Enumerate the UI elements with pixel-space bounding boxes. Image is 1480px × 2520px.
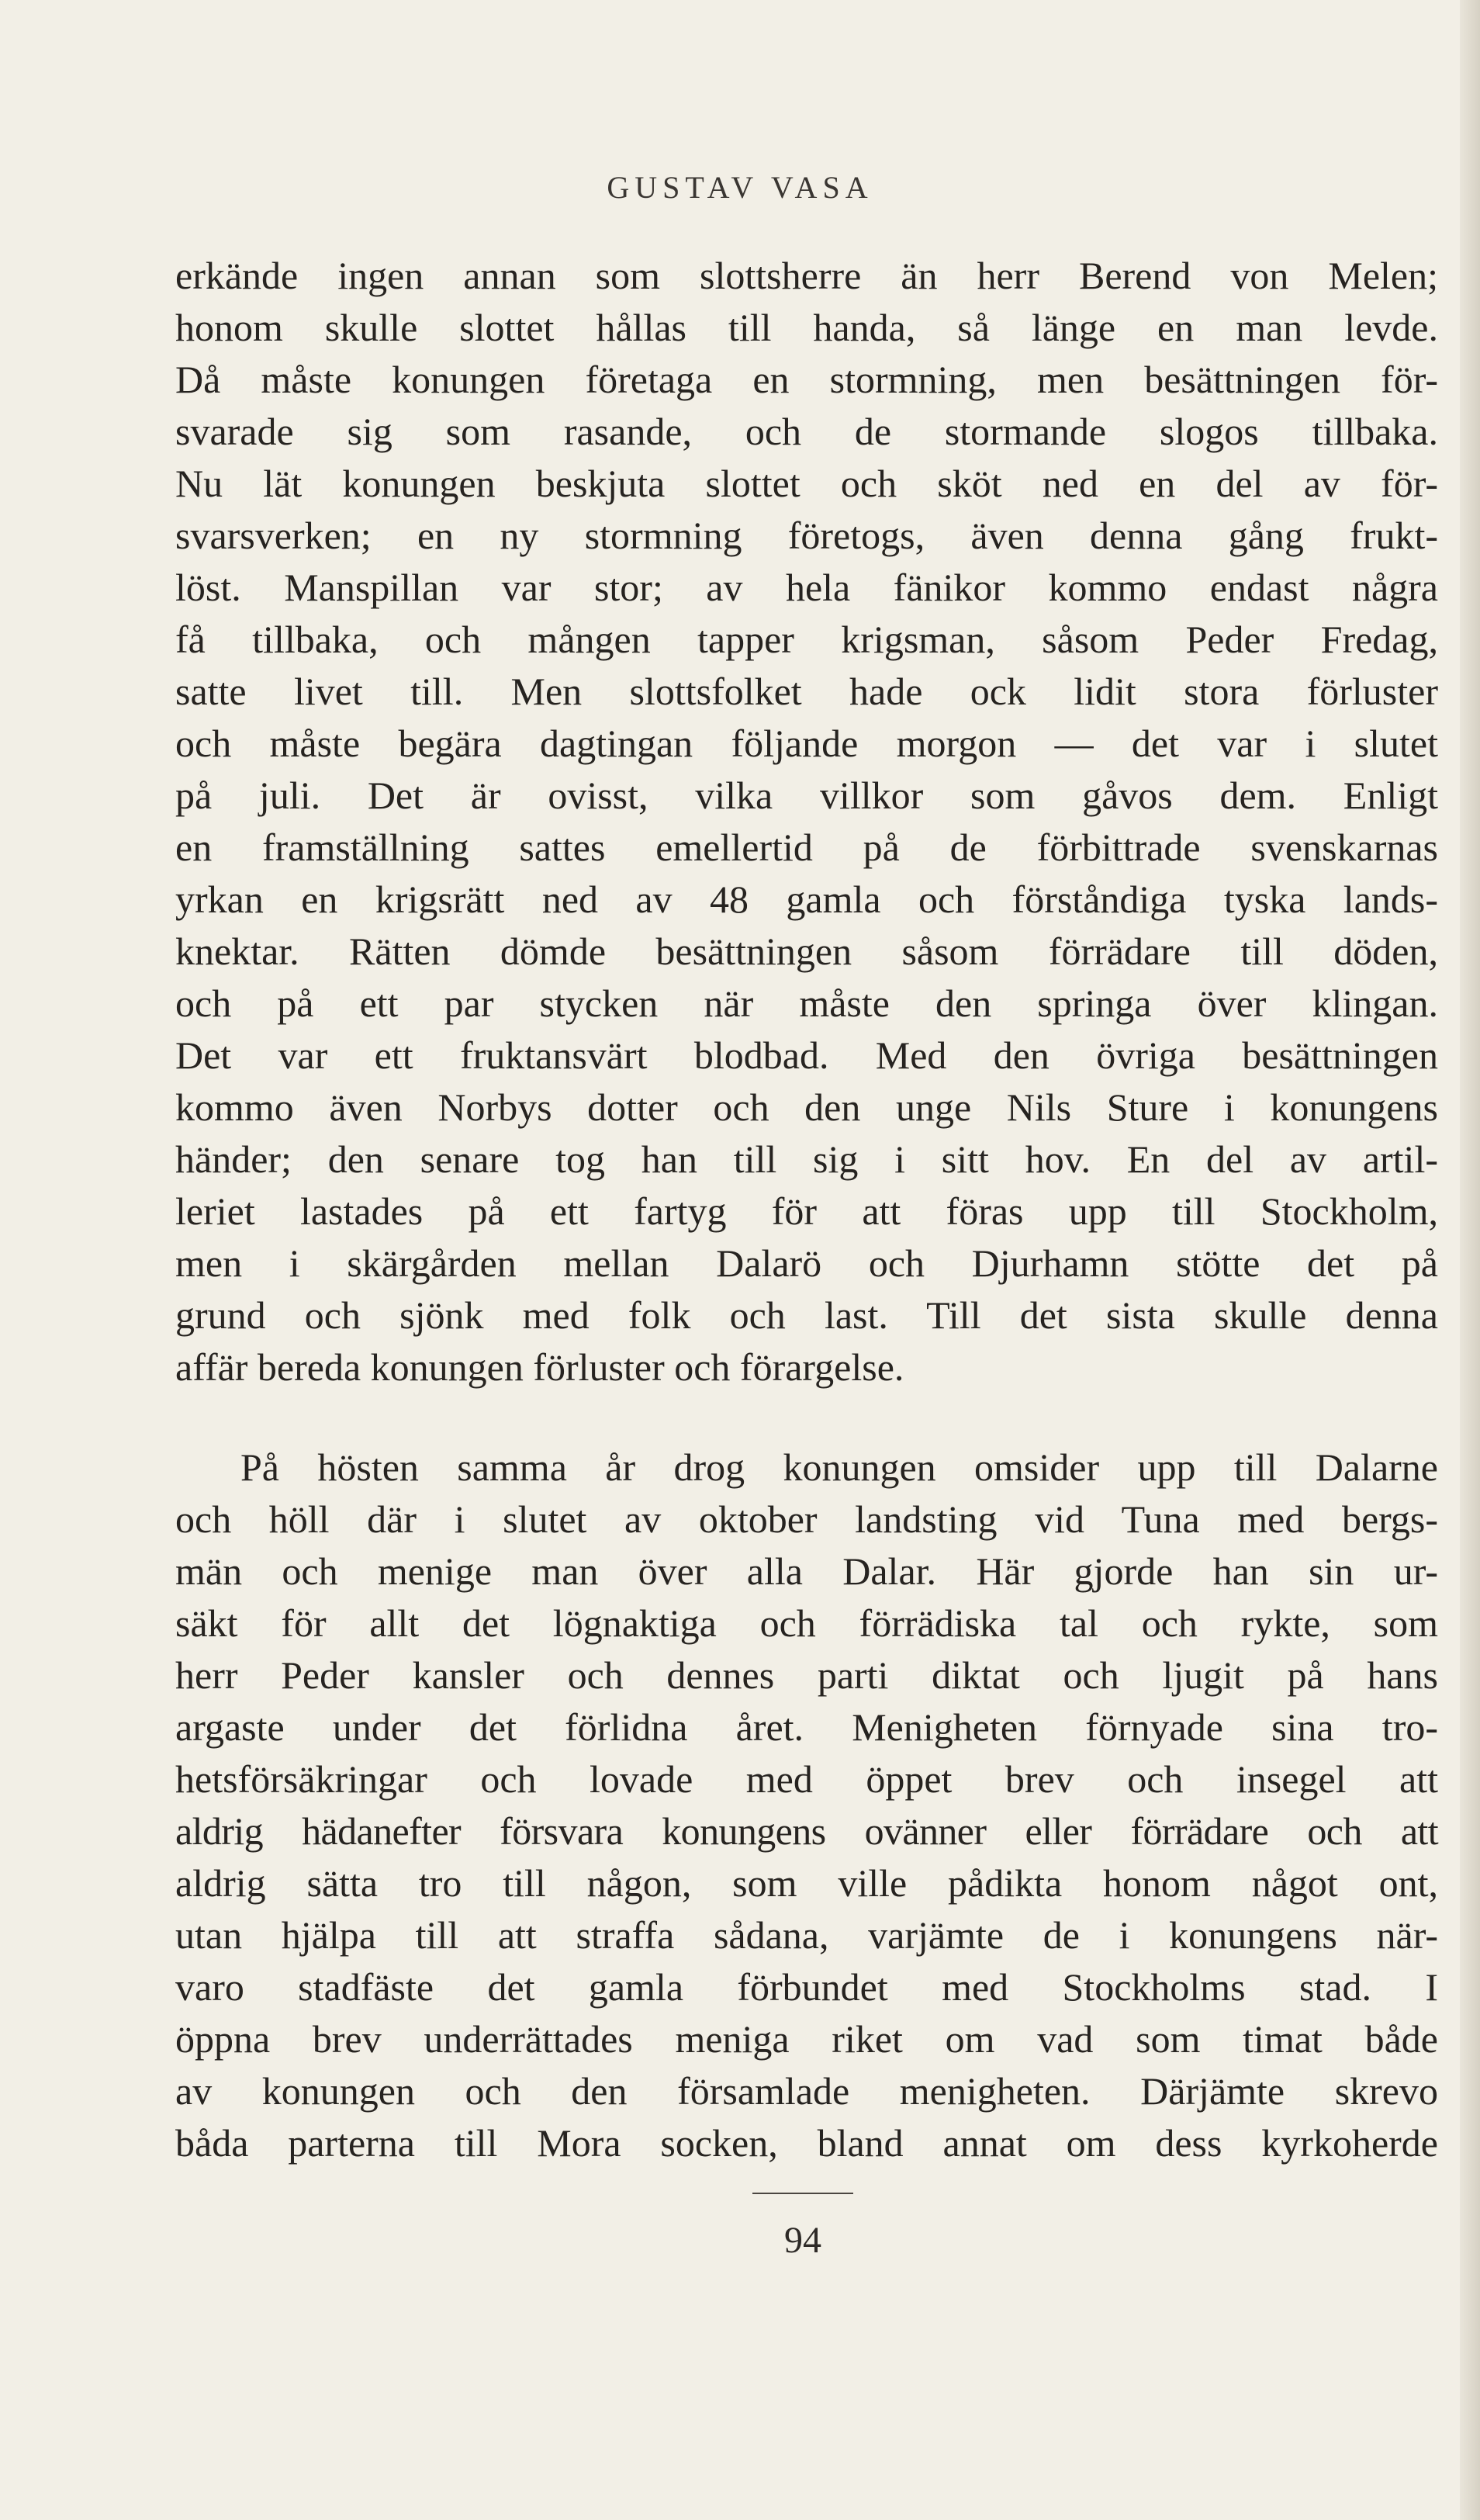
text-line: affär bereda konungen förluster och förargelse. <box>175 1345 904 1389</box>
text-line: leriet lastades på ett fartyg för att föras upp till Stockholm, <box>175 1189 1438 1233</box>
page-edge-shadow <box>1460 0 1480 2520</box>
text-line: av konungen och den församlade menigheten. Därjämte skrevo <box>175 2069 1438 2113</box>
text-line: säkt för allt det lögnaktiga och förrädiska tal och rykte, som <box>175 1601 1438 1645</box>
text-line: På hösten samma år drog konungen omsider upp till Dalarne <box>240 1445 1438 1489</box>
text-line: få tillbaka, och mången tapper krigsman, såsom Peder Fredag, <box>175 618 1438 661</box>
text-line: hetsförsäkringar och lovade med öppet brev och insegel att <box>175 1757 1438 1801</box>
text-line: erkände ingen annan som slottsherre än herr Berend von Melen; <box>175 254 1438 297</box>
running-head: GUSTAV VASA <box>607 170 873 205</box>
text-line: men i skärgården mellan Dalarö och Djurhamn stötte det på <box>175 1241 1438 1285</box>
text-line: knektar. Rätten dömde besättningen såsom förrädare till döden, <box>175 929 1438 973</box>
text-line: satte livet till. Men slottsfolket hade ock lidit stora förluster <box>175 670 1438 713</box>
text-line: män och menige man över alla Dalar. Här gjorde han sin ur- <box>175 1549 1438 1593</box>
paragraph-1 <box>175 250 1438 1393</box>
text-line: varo stadfäste det gamla förbundet med Stockholms stad. I <box>175 1965 1438 2009</box>
text-line: honom skulle slottet hållas till handa, så länge en man levde. <box>175 306 1438 349</box>
text-line: kommo även Norbys dotter och den unge Nils Sture i konungens <box>175 1085 1438 1129</box>
text-line: svarade sig som rasande, och de stormande slogos tillbaka. <box>175 410 1438 453</box>
text-line: utan hjälpa till att straffa sådana, varjämte de i konungens när- <box>175 1913 1438 1957</box>
text-line: löst. Manspillan var stor; av hela fänikor kommo endast några <box>175 566 1438 609</box>
text-line: yrkan en krigsrätt ned av 48 gamla och förståndiga tyska lands- <box>175 878 1438 921</box>
paragraph-2 <box>175 1442 1438 2169</box>
text-line: argaste under det förlidna året. Menigheten förnyade sina tro- <box>175 1705 1438 1749</box>
text-line: och måste begära dagtingan följande morgon — det var i slutet <box>175 722 1438 765</box>
text-line: händer; den senare tog han till sig i sitt hov. En del av artil- <box>175 1137 1438 1181</box>
text-line: och på ett par stycken när måste den springa över klingan. <box>175 981 1438 1025</box>
text-line: och höll där i slutet av oktober landsting vid Tuna med bergs- <box>175 1497 1438 1541</box>
text-line: Det var ett fruktansvärt blodbad. Med den övriga besättningen <box>175 1033 1438 1077</box>
text-line: Nu lät konungen beskjuta slottet och sköt ned en del av för- <box>175 462 1438 505</box>
text-line: aldrig sätta tro till någon, som ville pådikta honom något ont, <box>175 1861 1438 1905</box>
text-line: aldrig hädanefter försvara konungens ovänner eller förrädare och att <box>175 1809 1438 1853</box>
text-line: grund och sjönk med folk och last. Till det sista skulle denna <box>175 1293 1438 1337</box>
page-number: 94 <box>784 2220 821 2261</box>
text-line: herr Peder kansler och dennes parti diktat och ljugit på hans <box>175 1653 1438 1697</box>
text-line: öppna brev underrättades meniga riket om vad som timat både <box>175 2017 1438 2061</box>
text-line: en framställning sattes emellertid på de förbittrade svenskarnas <box>175 826 1438 869</box>
folio-rule <box>752 2193 853 2194</box>
text-line: på juli. Det är ovisst, vilka villkor som gåvos dem. Enligt <box>175 774 1438 817</box>
text-line: båda parterna till Mora socken, bland annat om dess kyrkoherde <box>175 2121 1438 2165</box>
text-line: svarsverken; en ny stormning företogs, även denna gång frukt- <box>175 514 1438 557</box>
text-line: Då måste konungen företaga en stormning, men besättningen för- <box>175 358 1438 401</box>
